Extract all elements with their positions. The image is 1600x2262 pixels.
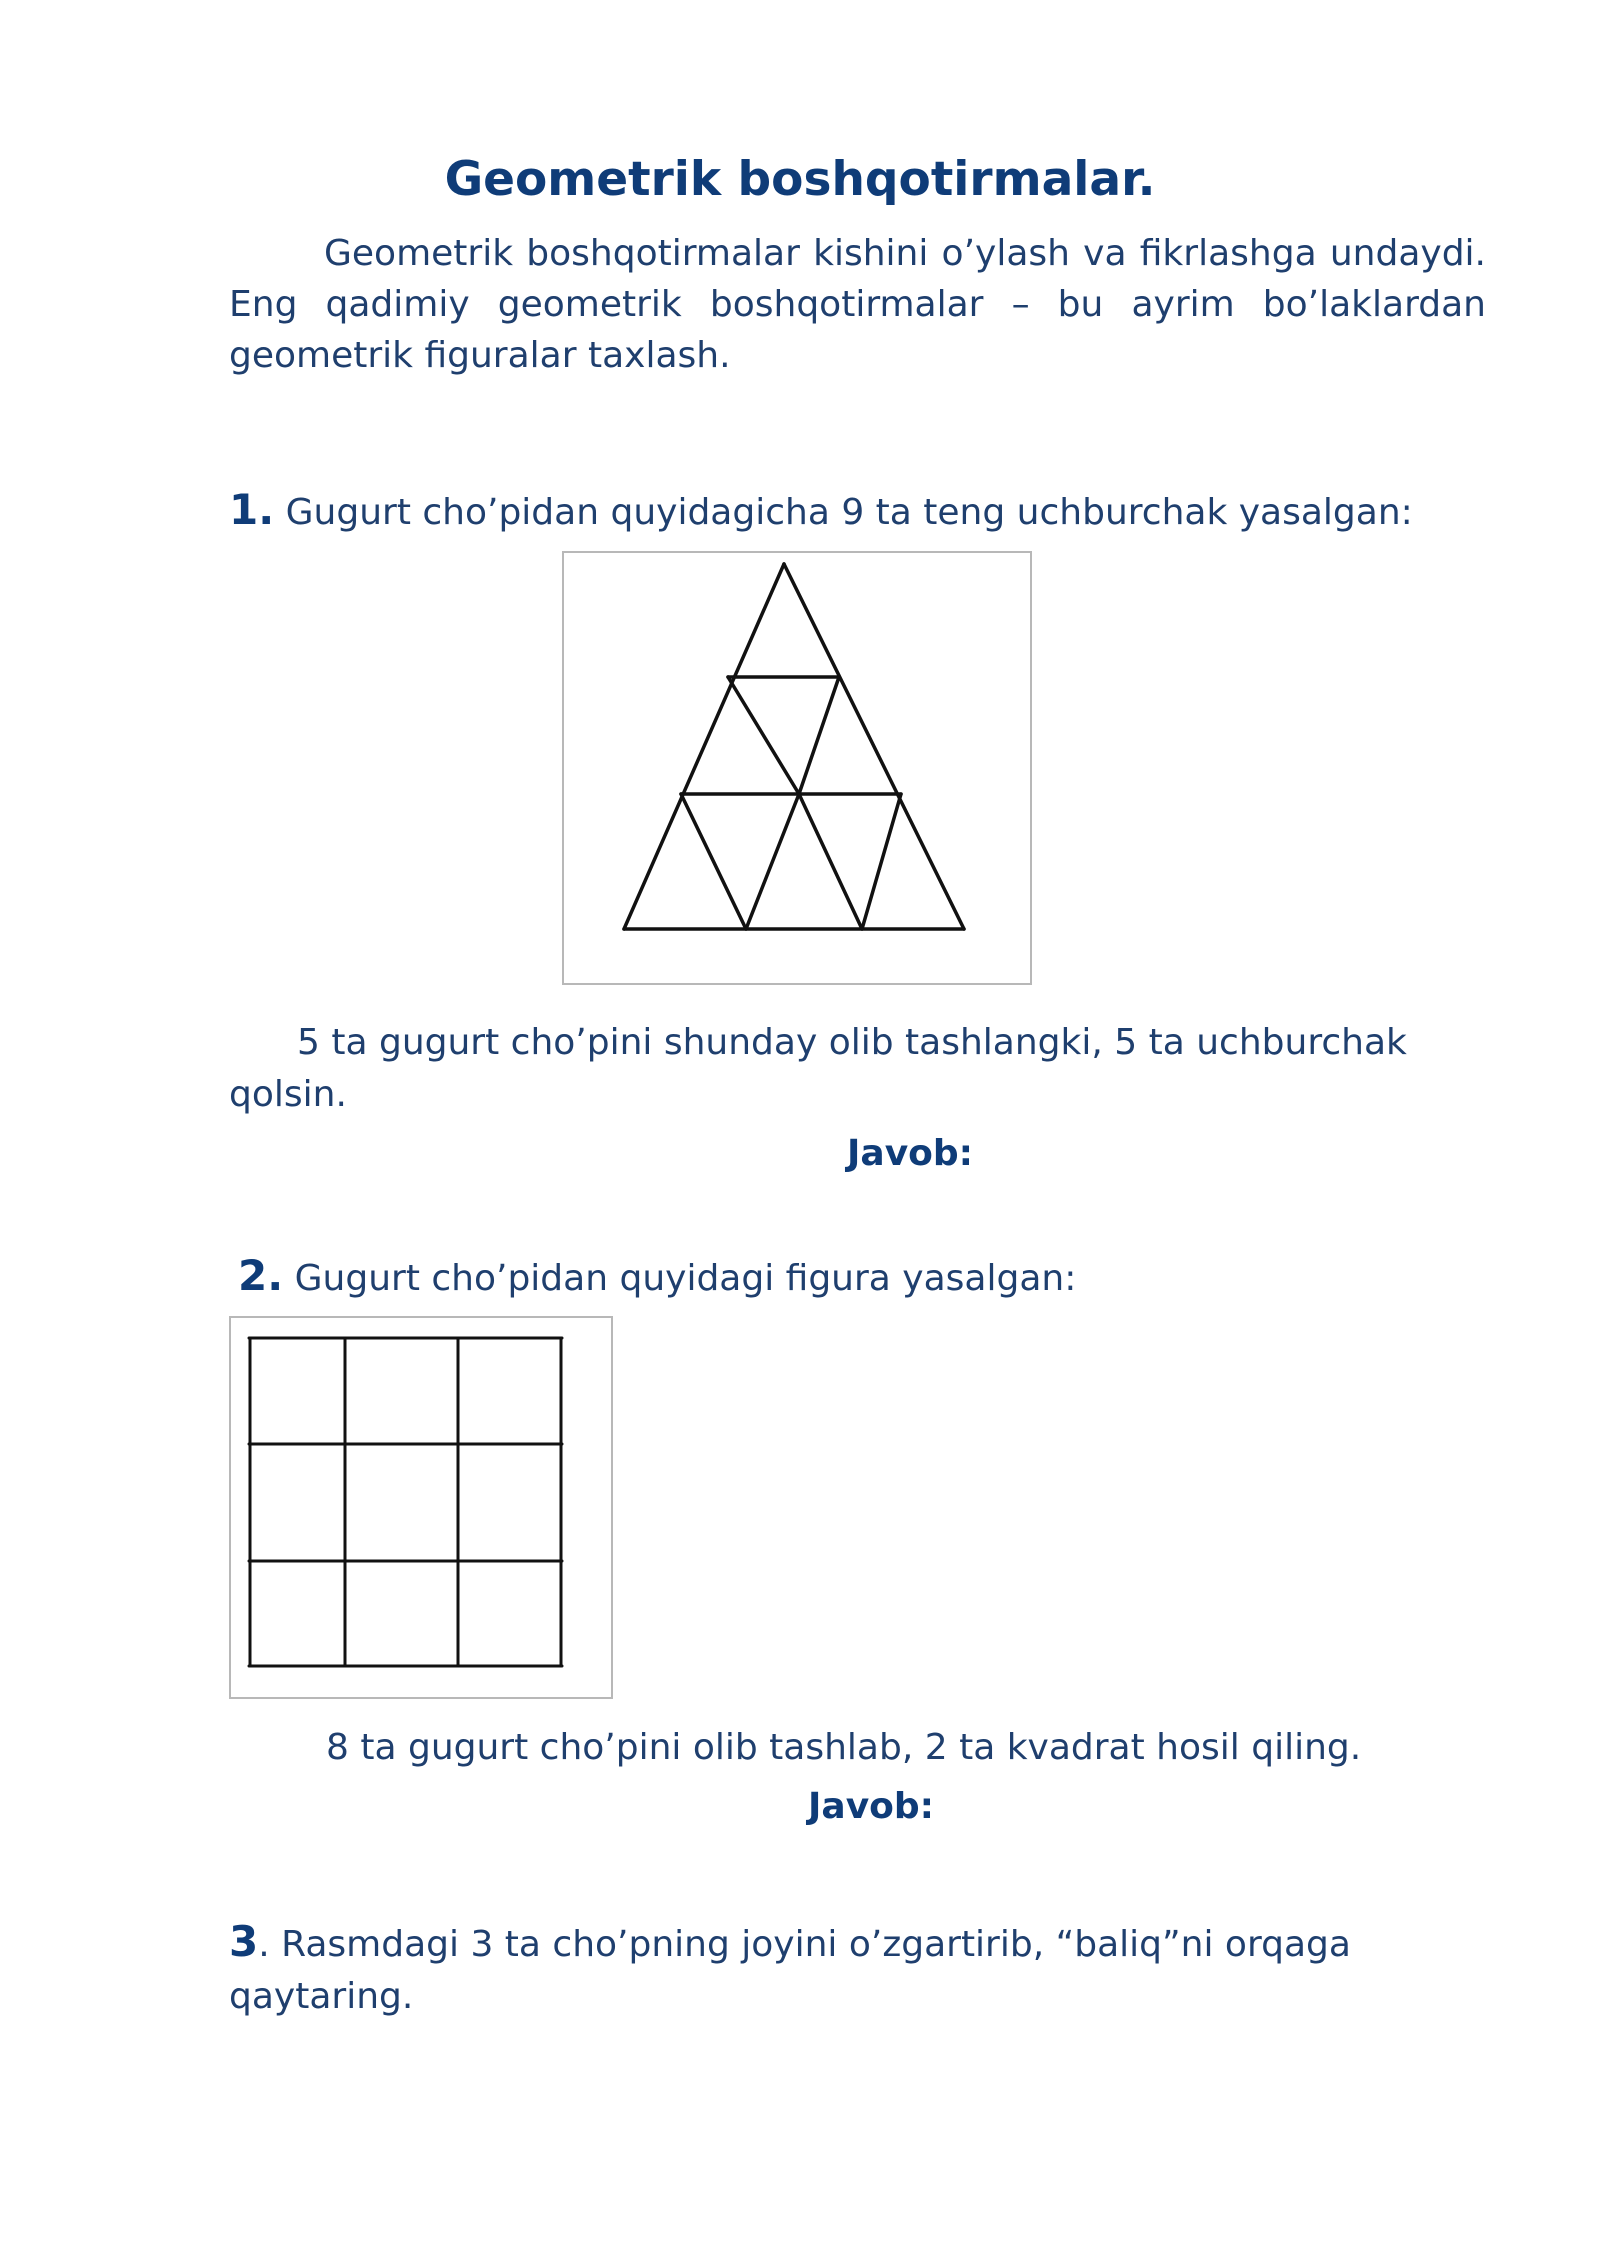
triangle-matchstick-figure bbox=[562, 551, 1032, 985]
problem-1-task bbox=[229, 1017, 1409, 1121]
intro-paragraph bbox=[229, 228, 1486, 381]
problem-3-text: . Rasmdagi 3 ta cho’pning joyini o’zgartirib, “baliq”ni orqaga qaytaring. bbox=[229, 1924, 1351, 2017]
problem-1-statement bbox=[229, 484, 1413, 539]
problem-2-answer-label: Javob: bbox=[808, 1786, 935, 1827]
problem-1-answer-label: Javob: bbox=[847, 1133, 974, 1174]
problem-2-text: Gugurt cho’pidan quyidagi figura yasalgan: bbox=[283, 1258, 1077, 1299]
problem-2-statement bbox=[238, 1250, 1076, 1305]
problem-1-task-text: 5 ta gugurt cho’pini shunday olib tashlangki, 5 ta uchburchak qolsin. bbox=[229, 1022, 1407, 1115]
problem-2-task: 8 ta gugurt cho’pini olib tashlab, 2 ta kvadrat hosil qiling. bbox=[326, 1727, 1362, 1768]
grid-matchstick-figure bbox=[229, 1316, 613, 1699]
problem-2-number: 2. bbox=[238, 1251, 284, 1300]
problem-3-number: 3 bbox=[229, 1917, 259, 1966]
problem-3-statement bbox=[229, 1916, 1379, 2023]
problem-1-number: 1. bbox=[229, 485, 275, 534]
intro-text: Geometrik boshqotirmalar kishini o’ylash va fikrlashga undaydi. Eng qadimiy geometrik boshqotirmalar – bu ayrim bo’laklardan geometrik figuralar taxlash. bbox=[229, 233, 1486, 376]
page-title: Geometrik boshqotirmalar. bbox=[444, 152, 1156, 207]
problem-1-text: Gugurt cho’pidan quyidagicha 9 ta teng uchburchak yasalgan: bbox=[274, 492, 1413, 533]
